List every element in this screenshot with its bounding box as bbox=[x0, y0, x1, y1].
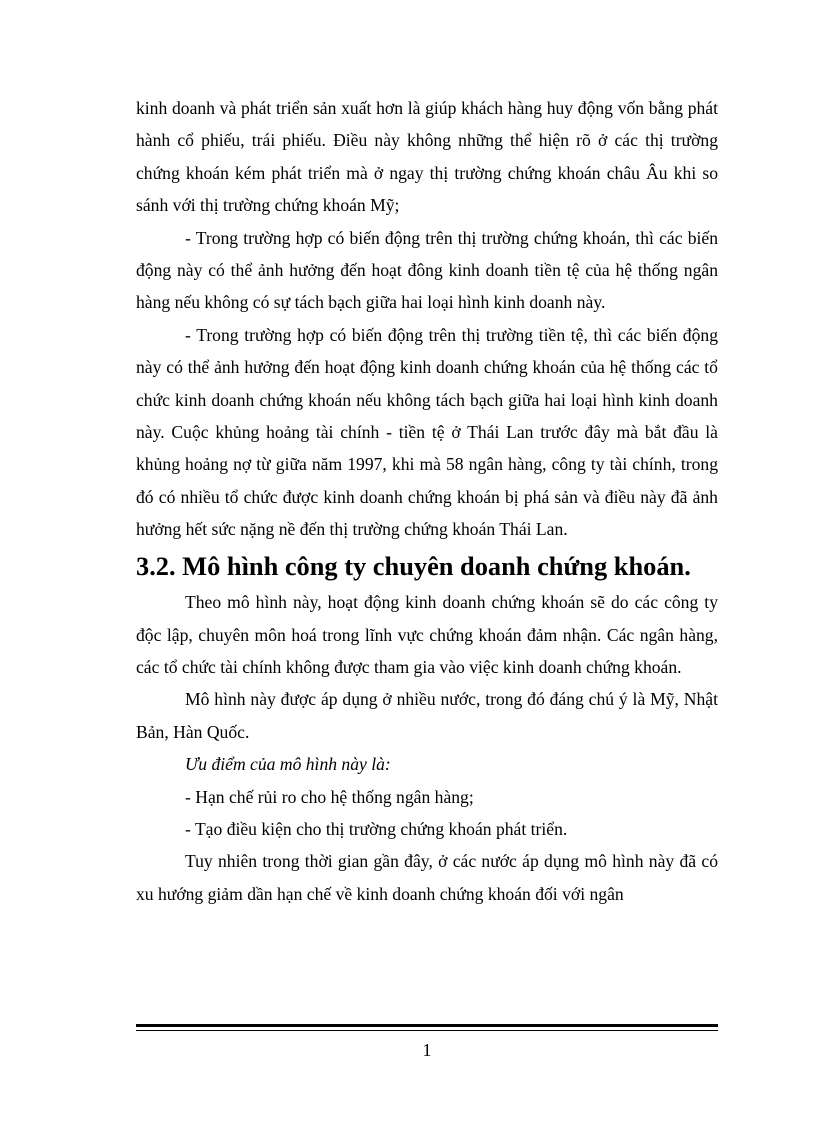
text-line: trước đây mà bắt đầu là khủng hoảng nợ từ giữa năm 1997, khi mà 58 ngân bbox=[136, 422, 718, 475]
advantage-item: - Hạn chế rủi ro cho hệ thống ngân hàng; bbox=[185, 786, 474, 807]
advantage-item: - Tạo điều kiện cho thị trường chứng khoán phát triển. bbox=[185, 818, 568, 839]
text-line: ở các thị trường chứng khoán kém phát triển mà ở ngay thị trường chứng bbox=[136, 130, 718, 183]
paragraph-recent-trend bbox=[136, 845, 718, 910]
text-line: Tuy nhiên trong thời gian gần đây, ở các nước áp dụng mô hình này bbox=[185, 851, 675, 872]
footer-divider bbox=[136, 1024, 718, 1027]
paragraph-money-market-fluctuation bbox=[136, 319, 718, 546]
section-heading: 3.2. Mô hình công ty chuyên doanh chứng khoán. bbox=[136, 550, 691, 581]
text-line: - Trong trường hợp có biến động trên thị trường tiền tệ, thì các biến bbox=[185, 324, 678, 345]
text-line: Theo mô hình này, hoạt động kinh doanh chứng khoán sẽ do các bbox=[185, 592, 659, 613]
text-line: động này có thể ảnh hưởng đến hoạt động kinh doanh chứng khoán của hệ bbox=[136, 324, 718, 378]
text-line: này. bbox=[576, 292, 606, 313]
text-line: Các ngân hàng, các tổ chức tài chính không được tham gia vào việc kinh bbox=[136, 624, 718, 677]
text-line: đã có xu hướng giảm dần hạn chế về kinh doanh chứng khoán đối với ngân bbox=[136, 851, 718, 904]
document-body bbox=[136, 92, 718, 910]
page-number: 1 bbox=[422, 1040, 432, 1060]
paragraph-stock-market-fluctuation bbox=[136, 222, 718, 319]
text-line: loại hình kinh doanh này. Cuộc khủng hoảng tài chính - tiền tệ ở Thái Lan bbox=[136, 389, 718, 443]
text-line: Mô hình này được áp dụng ở nhiều nước, trong đó đáng chú ý là Mỹ, bbox=[185, 689, 679, 710]
text-line: Nhật Bản, Hàn Quốc. bbox=[136, 689, 718, 742]
text-line: công ty độc lập, chuyên môn hoá trong lĩnh vực chứng khoán đảm nhận. bbox=[136, 592, 718, 645]
advantages-intro: Ưu điểm của mô hình này là: bbox=[185, 754, 391, 775]
text-line: biến động này có thể ảnh hưởng đến hoạt đông kinh doanh tiền tệ của hệ bbox=[136, 227, 718, 281]
text-line: thống các tổ chức kinh doanh chứng khoán nếu không tách bạch giữa hai bbox=[136, 357, 718, 410]
text-line: kinh doanh và phát triển sản xuất hơn là giúp khách hàng huy động bbox=[136, 98, 613, 118]
paragraph-model-countries bbox=[136, 683, 718, 748]
paragraph-continuation bbox=[136, 92, 718, 222]
text-line: vốn bằng phát hành cổ phiếu, trái phiếu. Điều này không những thể hiện rõ bbox=[136, 98, 718, 151]
text-line: hàng, công ty tài chính, trong đó có nhiều tổ chức được kinh doanh chứng bbox=[136, 454, 718, 507]
text-line: khoán châu Âu khi so sánh với thị trường chứng khoán Mỹ; bbox=[136, 162, 718, 216]
text-line: thống ngân hàng nếu không có sự tách bạch giữa hai loại hình kinh doanh bbox=[136, 260, 718, 313]
footer-divider-thin bbox=[136, 1030, 718, 1031]
text-line: khoán bị phá sản và điều này đã ảnh hưởng hết sức nặng nề đến thị trường bbox=[136, 486, 718, 540]
text-line: - Trong trường hợp có biến động trên thị trường chứng khoán, thì các bbox=[185, 227, 683, 248]
paragraph-model-description bbox=[136, 586, 718, 683]
text-line: doanh chứng khoán. bbox=[538, 656, 682, 677]
text-line: chứng khoán Thái Lan. bbox=[404, 519, 568, 540]
